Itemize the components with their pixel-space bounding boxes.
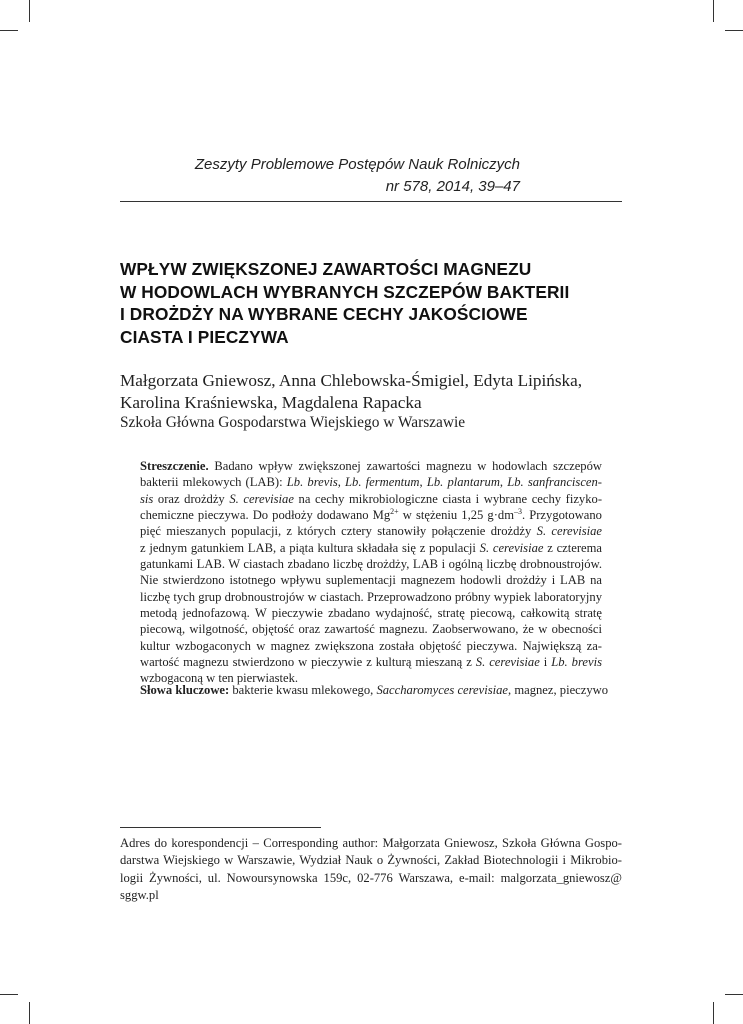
crop-mark-top-right: [713, 0, 714, 22]
crop-mark-top-left-h: [0, 30, 18, 31]
abstract-line: Nie stwierdzono istotnego wpływu suplementacji magnezem hodowli drożdży i LAB na: [140, 573, 602, 588]
abstract-line: wzbogaconą w ten pierwiastek.: [140, 671, 299, 686]
title-line: CIASTA I PIECZYWA: [120, 326, 289, 347]
crop-mark-bottom-right-h: [725, 994, 743, 995]
abstract-line: gatunkami LAB. W ciastach zbadano liczbę drożdży, LAB i ogólną liczbę drobnoustrojów.: [140, 557, 602, 572]
crop-mark-bottom-right: [713, 1002, 714, 1024]
journal-header: [120, 154, 520, 198]
abstract-line: Streszczenie. Badano wpływ zwiększonej zawartości magnezu w hodowlach szczepów: [140, 459, 602, 473]
abstract-line: pięć mieszanych populacji, z których cztery stanowiły połączenie drożdży S. cerevisiae: [140, 524, 602, 539]
abstract-line: liczbę tych grup drobnoustrojów w ciastach. Przeprowadzono próbny wypiek laboratoryjny: [140, 589, 602, 604]
abstract-line: kultur wzbogaconych w magnez zwiększona została objętość pieczywa. Największą za-: [140, 638, 602, 653]
authors-line: Małgorzata Gniewosz, Anna Chlebowska-Śmigiel, Edyta Lipińska,: [120, 371, 583, 390]
abstract-line: wartość magnezu stwierdzono w pieczywie z kulturą mieszaną z S. cerevisiae i Lb. brevis: [140, 655, 602, 670]
abstract: [140, 458, 602, 687]
abstract-line: piecową, wilgotność, objętość oraz zawartość magnezu. Zaobserwowano, że w obecności: [140, 622, 602, 637]
author-list: [120, 370, 640, 414]
footnote-line: darstwa Wiejskiego w Warszawie, Wydział Nauk o Żywności, Zakład Biotechnologii i Mikrobio-: [120, 853, 622, 868]
footnote-line: Adres do korespondencji – Corresponding author: Małgorzata Gniewosz, Szkoła Główna Gospo-: [120, 836, 622, 850]
title-line: I DROŻDŻY NA WYBRANE CECHY JAKOŚCIOWE: [120, 304, 528, 324]
correspondence-footnote: [120, 835, 622, 904]
footnote-line: sggw.pl: [120, 887, 159, 902]
abstract-label: Streszczenie.: [140, 459, 209, 473]
footnote-rule: [120, 827, 321, 828]
journal-name: Zeszyty Problemowe Postępów Nauk Rolniczych: [194, 156, 520, 173]
keywords-label: Słowa kluczowe:: [140, 683, 230, 697]
title-line: W HODOWLACH WYBRANYCH SZCZEPÓW BAKTERII: [120, 281, 570, 302]
abstract-line: sis oraz drożdży S. cerevisiae na cechy mikrobiologiczne ciasta i wybrane cechy fizyko-: [140, 491, 603, 506]
authors-line: Karolina Kraśniewska, Magdalena Rapacka: [120, 393, 422, 412]
crop-mark-bottom-left-h: [0, 994, 18, 995]
abstract-line: chemiczne pieczywa. Do podłoży dodawano $Mg^{2+}$ w stężeniu 1,25 $g\cdot dm^{-3}$. Przygotowano: [140, 507, 602, 523]
article-title: [120, 258, 640, 348]
abstract-line: bakterii mlekowych (LAB): Lb. brevis, Lb. fermentum, Lb. plantarum, Lb. sanfranciscen-: [140, 475, 602, 490]
header-rule: [120, 201, 622, 202]
crop-mark-top-right-h: [725, 30, 743, 31]
affiliation: Szkoła Główna Gospodarstwa Wiejskiego w Warszawie: [120, 414, 466, 431]
abstract-line: z jednym gatunkiem LAB, a piąta kultura składała się z populacji S. cerevisiae z czterema: [140, 540, 603, 555]
title-line: WPŁYW ZWIĘKSZONEJ ZAWARTOŚCI MAGNEZU: [120, 259, 532, 279]
crop-mark-bottom-left: [29, 1002, 30, 1024]
abstract-line: metodą jednofazową. W pieczywie zbadano wydajność, stratę piecową, całkowitą stratę: [140, 606, 602, 621]
footnote-line: logii Żywności, ul. Nowoursynowska 159c, 02-776 Warszawa, e-mail: malgorzata_gniewosz@: [120, 870, 622, 885]
keywords: Słowa kluczowe: bakterie kwasu mlekowego, Saccharomyces cerevisiae, magnez, pieczywo: [140, 683, 609, 697]
journal-issue: nr 578, 2014, 39–47: [385, 178, 520, 195]
crop-mark-top-left: [29, 0, 30, 22]
